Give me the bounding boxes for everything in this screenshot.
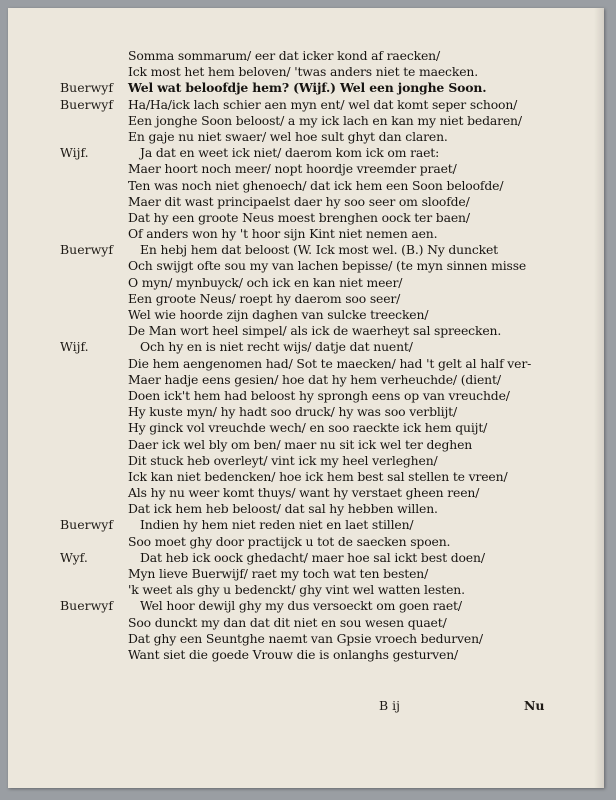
speaker-label: Buerwyf [60,517,113,533]
text-line [8,647,604,663]
line-text: Dat hy een groote Neus moest brenghen oock ter baen/ [128,209,470,225]
speaker-label: Buerwyf [60,80,113,96]
text-line [8,598,604,614]
text-line [8,226,604,242]
line-text: Ha/Ha/ick lach schier aen myn ent/ wel dat komt seper schoon/ [128,96,518,112]
text-line [8,210,604,226]
text-line [8,372,604,388]
text-line [8,566,604,582]
line-text: En hebj hem dat beloost (W. Ick most wel. (B.) Ny duncket [140,242,499,258]
line-text: Dit stuck heb overleyt/ vint ick my heel verleghen/ [128,452,438,468]
line-text: Ick kan niet bedencken/ hoe ick hem best sal stellen te vreen/ [128,468,508,484]
line-text: En gaje nu niet swaer/ wel hoe sult ghyt dan claren. [128,128,448,144]
line-text: O myn/ mynbuyck/ och ick en kan niet meer/ [128,274,403,290]
line-text: Hy ginck vol vreuchde wech/ en soo raeckte ick hem quijt/ [128,420,488,436]
text-line [8,242,604,258]
line-text: Somma sommarum/ eer dat icker kond af raecken/ [128,48,441,63]
text-line [8,161,604,177]
text-line [8,517,604,533]
text-line [8,469,604,485]
page-footer [8,698,604,718]
text-line [8,323,604,339]
line-text: De Man wort heel simpel/ als ick de waerheyt sal spreecken. [128,323,502,339]
line-text: Doen ick't hem had beloost hy sprongh eens op van vreuchde/ [128,387,510,403]
text-line [8,404,604,420]
text-line [8,97,604,113]
line-text: Want siet die goede Vrouw die is onlanghs gesturven/ [128,646,459,662]
text-line [8,631,604,647]
text-line [8,615,604,631]
text-block [8,48,604,663]
speaker-label: Buerwyf [60,242,113,258]
line-text: Soo dunckt my dan dat dit niet en sou wesen quaet/ [128,614,447,630]
line-text: Als hy nu weer komt thuys/ want hy verstaet gheen reen/ [128,485,480,501]
speaker-label: Wyf. [60,549,88,565]
line-text: Soo moet ghy door practijck u tot de saecken spoen. [128,533,451,549]
text-line [8,145,604,161]
text-line [8,501,604,517]
line-text: Dat ghy een Seuntghe naemt van Gpsie vroech bedurven/ [128,630,483,646]
text-line [8,420,604,436]
text-line [8,48,604,64]
text-line [8,307,604,323]
text-line [8,64,604,80]
line-text: Ten was noch niet ghenoech/ dat ick hem een Soon beloofde/ [128,177,504,193]
text-line [8,275,604,291]
line-text: Maer hadje eens gesien/ hoe dat hy hem verheuchde/ (dient/ [128,371,501,387]
text-line [8,129,604,145]
speaker-label: Wijf. [60,145,89,161]
line-text: Hy kuste myn/ hy hadt soo druck/ hy was soo verblijt/ [128,404,458,420]
speaker-label: Buerwyf [60,96,113,112]
line-text: Myn lieve Buerwijf/ raet my toch wat ten besten/ [128,566,429,581]
line-text: Maer hoort noch meer/ nopt hoordje vreemder praet/ [128,161,457,177]
line-text: Wel hoor dewijl ghy my dus versoeckt om goen raet/ [140,598,462,614]
line-text: Indien hy hem niet reden niet en laet stillen/ [140,517,414,533]
speaker-label: Buerwyf [60,598,113,614]
speaker-label: Wijf. [60,339,89,355]
text-line [8,453,604,469]
catchword: Nu [524,698,545,713]
text-line [8,258,604,274]
line-text: Wel wat beloofdje hem? (Wijf.) Wel een jonghe Soon. [128,80,487,96]
text-line [8,485,604,501]
line-text: Ick most het hem beloven/ 'twas anders niet te maecken. [128,64,479,80]
line-text: Dat heb ick oock ghedacht/ maer hoe sal ickt best doen/ [140,549,485,565]
text-line [8,113,604,129]
line-text: 'k weet als ghy u bedenckt/ ghy vint wel watten lesten. [128,582,465,598]
text-line [8,80,604,96]
text-line [8,582,604,598]
text-line [8,356,604,372]
text-line [8,388,604,404]
text-line [8,437,604,453]
line-text: Och swijgt ofte sou my van lachen bepisse/ (te myn sinnen misse [128,258,527,274]
line-text: Ja dat en weet ick niet/ daerom kom ick om raet: [140,145,440,161]
line-text: Och hy en is niet recht wijs/ datje dat nuent/ [140,339,413,355]
text-line [8,178,604,194]
line-text: Maer dit wast principaelst daer hy soo seer om sloofde/ [128,193,470,209]
signature-mark: B ij [379,698,401,713]
line-text: Dat ick hem heb beloost/ dat sal hy hebben willen. [128,501,438,517]
line-text: Een groote Neus/ roept hy daerom soo seer/ [128,290,401,306]
text-line [8,550,604,566]
line-text: Of anders won hy 't hoor sijn Kint niet nemen aen. [128,226,438,242]
text-line [8,291,604,307]
line-text: Die hem aengenomen had/ Sot te maecken/ had 't gelt al half ver- [128,355,532,371]
text-line [8,194,604,210]
text-line [8,534,604,550]
text-line [8,339,604,355]
line-text: Daer ick wel bly om ben/ maer nu sit ick wel ter deghen [128,436,473,452]
line-text: Een jonghe Soon beloost/ a my ick lach en kan my niet bedaren/ [128,112,522,128]
book-page [8,8,604,788]
line-text: Wel wie hoorde zijn daghen van sulcke treecken/ [128,307,429,322]
